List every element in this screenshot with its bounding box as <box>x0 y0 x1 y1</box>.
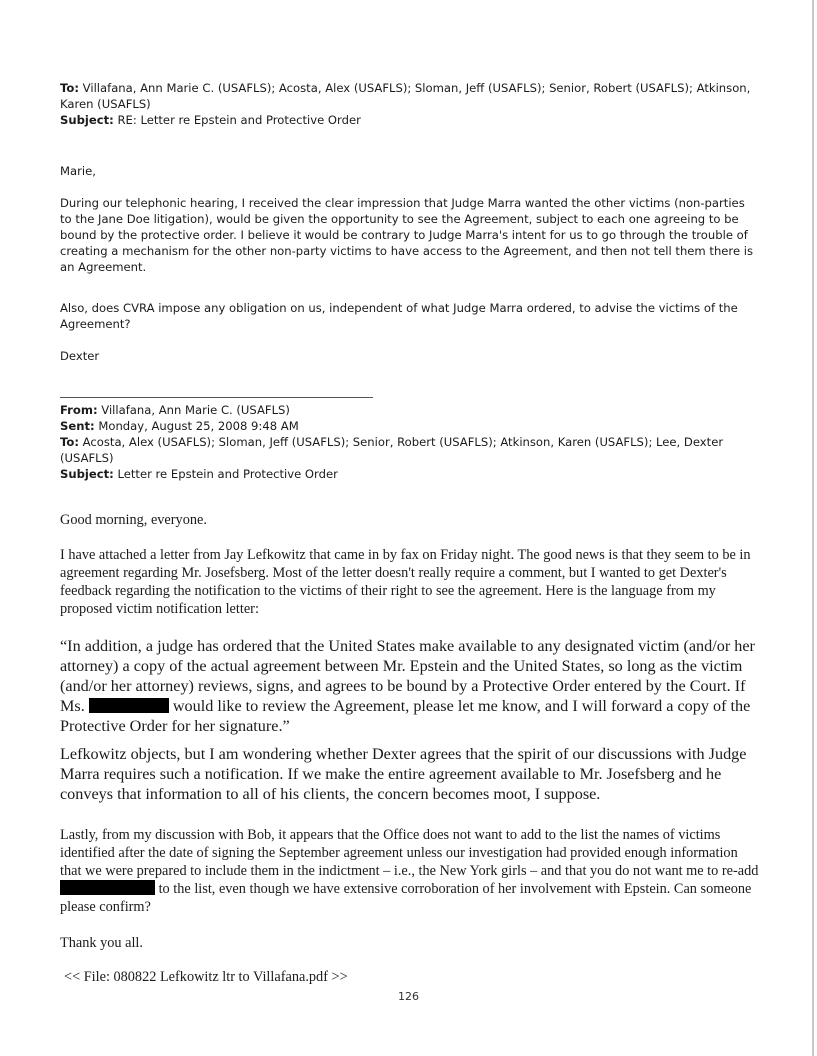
subject-value: Letter re Epstein and Protective Order <box>117 467 338 481</box>
sent-value: Monday, August 25, 2008 9:48 AM <box>98 419 299 433</box>
original-to-line <box>60 434 760 466</box>
reply-to-line <box>60 80 760 112</box>
reply-subject-line <box>60 112 760 128</box>
sent-label: Sent: <box>60 419 95 433</box>
page-number: 126 <box>398 990 419 1003</box>
original-paragraph-3 <box>60 826 760 916</box>
redaction-block <box>89 698 169 713</box>
reply-signature: Dexter <box>60 349 100 363</box>
page-edge <box>812 0 814 1056</box>
reply-header <box>60 80 760 128</box>
original-subject-line <box>60 466 760 482</box>
subject-value: RE: Letter re Epstein and Protective Order <box>117 113 361 127</box>
attachment-reference[interactable]: << File: 080822 Lefkowitz ltr to Villafana.pdf >> <box>64 969 348 985</box>
original-paragraph-1: I have attached a letter from Jay Lefkowitz that came in by fax on Friday night. The good news is that they seem to be in agreement regarding Mr. Josefsberg. Most of the letter doesn't really require a comment, but I wanted to get Dexter's feedback regarding the notification to the victims of their right to see the agreement. Here is the language from my proposed victim notification letter: <box>60 547 751 617</box>
to-label: To: <box>60 435 79 449</box>
quote-text-start: “In addition, a judge has ordered that the United States make available to any designated victim (and/or her attorney) a copy of the actual agreement between Mr. Epstein and the United States, so long as the victim (and/or her attorney) reviews, signs, and agrees to be bound by a Protective Order entered by the Court. If Ms. <box>60 637 755 715</box>
from-value: Villafana, Ann Marie C. (USAFLS) <box>101 403 290 417</box>
to-recipients: Acosta, Alex (USAFLS); Sloman, Jeff (USAFLS); Senior, Robert (USAFLS); Atkinson, Karen (USAFLS); Lee, Dexter (USAFLS) <box>60 435 724 465</box>
reply-greeting: Marie, <box>60 164 96 178</box>
para3-text-start: Lastly, from my discussion with Bob, it appears that the Office does not want to add to the list the names of victims identified after the date of signing the September agreement unless our investigation had provided enough information that we were prepared to include them in the indictment – i.e., the New York girls – and that you do not want me to re-add <box>60 827 759 879</box>
to-recipients: Villafana, Ann Marie C. (USAFLS); Acosta, Alex (USAFLS); Sloman, Jeff (USAFLS); Senior, Robert (USAFLS); Atkinson, Karen (USAFLS) <box>60 81 751 111</box>
from-label: From: <box>60 403 98 417</box>
subject-label: Subject: <box>60 113 114 127</box>
original-header <box>60 402 760 482</box>
to-label: To: <box>60 81 79 95</box>
para3-text-end: to the list, even though we have extensive corroboration of her involvement with Epstein. Can someone please confirm? <box>60 881 752 915</box>
original-sent-line <box>60 418 760 434</box>
quoted-notification <box>60 636 760 736</box>
original-greeting: Good morning, everyone. <box>60 512 207 528</box>
quote-text-end: would like to review the Agreement, please let me know, and I will forward a copy of the Protective Order for her signature.” <box>60 697 751 735</box>
reply-paragraph-1: During our telephonic hearing, I received the clear impression that Judge Marra wanted the other victims (non-parties to the Jane Doe litigation), would be given the opportunity to see the Agreement, subject to each one agreeing to be bound by the protective order. I believe it would be contrary to Judge Marra's intent for us to go through the trouble of creating a mechanism for the other non-party victims to have access to the Agreement, and then not tell them there is an Agreement. <box>60 196 754 274</box>
original-from-line <box>60 402 760 418</box>
subject-label: Subject: <box>60 467 114 481</box>
original-paragraph-2: Lefkowitz objects, but I am wondering whether Dexter agrees that the spirit of our discussions with Judge Marra requires such a notification. If we make the entire agreement available to Mr. Josefsberg and he conveys that information to all of his clients, the concern becomes moot, I suppose. <box>60 745 747 803</box>
separator-line <box>60 397 373 398</box>
original-closing: Thank you all. <box>60 935 143 951</box>
redaction-block <box>60 880 155 895</box>
reply-paragraph-2: Also, does CVRA impose any obligation on us, independent of what Judge Marra ordered, to advise the victims of the Agreement? <box>60 301 738 331</box>
